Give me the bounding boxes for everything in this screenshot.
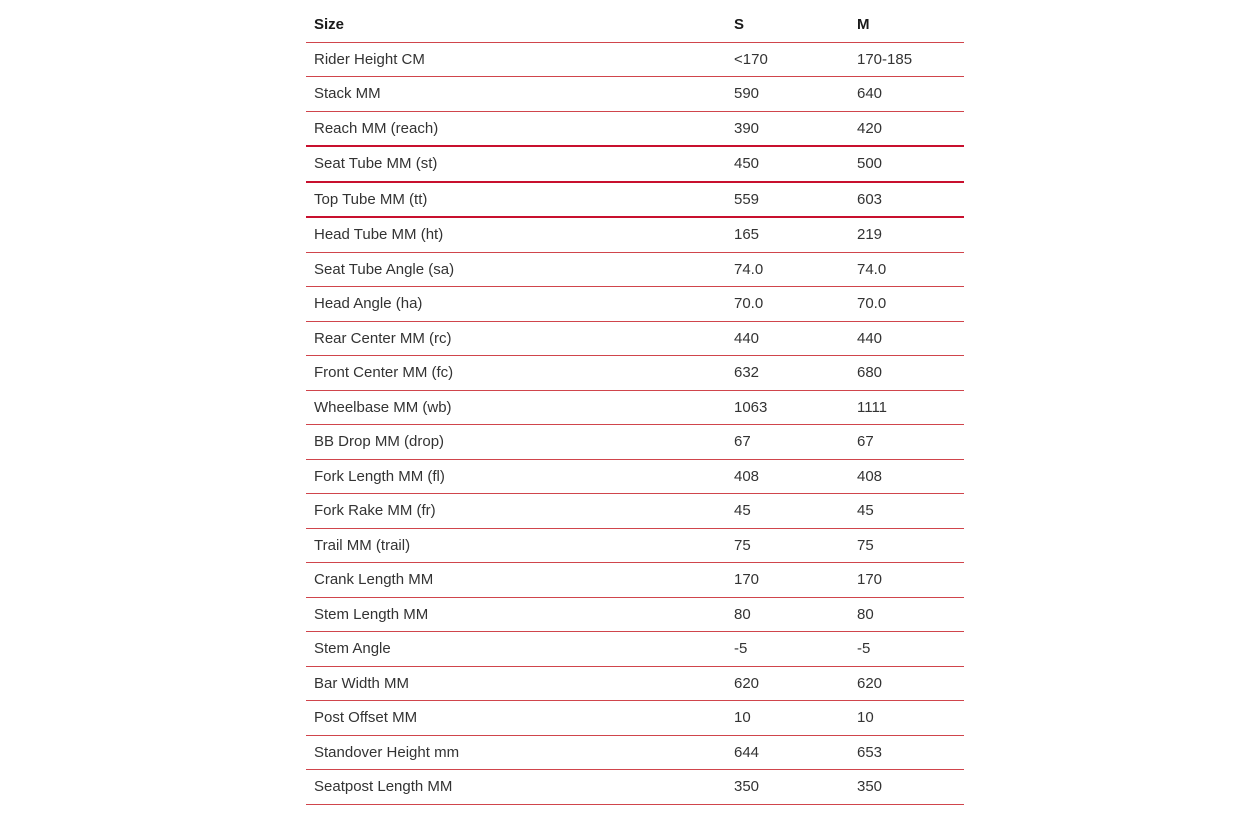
row-value-m: 620 [849,666,964,701]
table-row [306,494,964,529]
row-label: Reach MM (reach) [306,111,726,146]
table-row [306,632,964,667]
table-row [306,597,964,632]
table-row [306,666,964,701]
row-value-s: 70.0 [726,287,849,322]
row-value-m: 500 [849,146,964,182]
row-value-s: 80 [726,597,849,632]
row-label: Fork Rake MM (fr) [306,494,726,529]
table-row [306,528,964,563]
row-label: Stem Length MM [306,597,726,632]
row-value-m: 74.0 [849,252,964,287]
table-row [306,459,964,494]
header-size-s: S [726,8,849,42]
header-size-m: M [849,8,964,42]
row-value-s: 75 [726,528,849,563]
row-value-m: 219 [849,217,964,252]
row-label: Seat Tube MM (st) [306,146,726,182]
row-label: Head Angle (ha) [306,287,726,322]
row-value-m: 603 [849,182,964,218]
row-value-s: 620 [726,666,849,701]
row-value-s: 440 [726,321,849,356]
table-row [306,77,964,112]
row-value-s: 74.0 [726,252,849,287]
row-value-m: 1111 [849,390,964,425]
row-value-m: 170-185 [849,42,964,77]
row-value-m: 70.0 [849,287,964,322]
row-value-m: 67 [849,425,964,460]
table-body [306,42,964,804]
row-value-s: 10 [726,701,849,736]
row-value-m: 440 [849,321,964,356]
row-value-s: 165 [726,217,849,252]
row-label: Bar Width MM [306,666,726,701]
row-value-m: -5 [849,632,964,667]
table-row [306,425,964,460]
row-label: BB Drop MM (drop) [306,425,726,460]
table-row [306,252,964,287]
row-label: Seatpost Length MM [306,770,726,805]
header-size-label: Size [306,8,726,42]
row-value-s: 590 [726,77,849,112]
row-value-m: 10 [849,701,964,736]
row-label: Fork Length MM (fl) [306,459,726,494]
row-label: Wheelbase MM (wb) [306,390,726,425]
row-value-m: 45 [849,494,964,529]
table-row [306,287,964,322]
table-row [306,563,964,598]
row-value-m: 75 [849,528,964,563]
table-row [306,182,964,218]
row-value-s: 559 [726,182,849,218]
row-label: Trail MM (trail) [306,528,726,563]
row-value-m: 170 [849,563,964,598]
row-label: Standover Height mm [306,735,726,770]
row-label: Stem Angle [306,632,726,667]
row-label: Post Offset MM [306,701,726,736]
row-value-s: 408 [726,459,849,494]
row-value-m: 680 [849,356,964,391]
table-row [306,356,964,391]
row-value-m: 653 [849,735,964,770]
row-label: Seat Tube Angle (sa) [306,252,726,287]
row-value-s: 450 [726,146,849,182]
table-row [306,217,964,252]
geometry-table [306,8,964,805]
row-value-m: 80 [849,597,964,632]
table-row [306,321,964,356]
row-value-s: 350 [726,770,849,805]
header-row [306,8,964,42]
table-row [306,111,964,146]
row-value-s: <170 [726,42,849,77]
row-value-s: 45 [726,494,849,529]
table-row [306,701,964,736]
table-row [306,390,964,425]
table-row [306,146,964,182]
row-label: Head Tube MM (ht) [306,217,726,252]
table-row [306,42,964,77]
row-value-m: 640 [849,77,964,112]
row-value-s: 390 [726,111,849,146]
row-value-m: 420 [849,111,964,146]
row-label: Rear Center MM (rc) [306,321,726,356]
row-value-s: 644 [726,735,849,770]
row-value-m: 350 [849,770,964,805]
row-value-s: -5 [726,632,849,667]
row-value-s: 1063 [726,390,849,425]
row-label: Top Tube MM (tt) [306,182,726,218]
table-header [306,8,964,42]
row-label: Front Center MM (fc) [306,356,726,391]
row-value-s: 170 [726,563,849,598]
row-value-s: 67 [726,425,849,460]
table-row [306,770,964,805]
row-value-s: 632 [726,356,849,391]
row-label: Rider Height CM [306,42,726,77]
row-label: Stack MM [306,77,726,112]
row-label: Crank Length MM [306,563,726,598]
row-value-m: 408 [849,459,964,494]
table-row [306,735,964,770]
